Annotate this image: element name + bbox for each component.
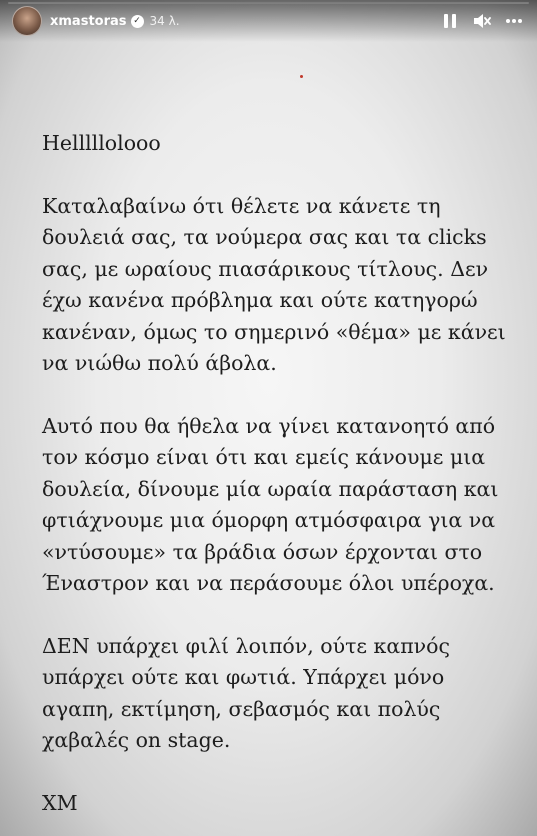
paragraph-2: Αυτό που θα ήθελα να γίνει κατανοητό από τον κόσμο είναι ότι και εμείς κάνουμε μια δουλεία, δίνουμε μία ωραία παράσταση και φτιάχνουμε μια όμορφη ατμόσφαιρα για να «ντύσουμε» τα βράδια όσων έρχονται στο Έναστρον και να περάσουμε όλοι υπέροχα. (42, 413, 499, 595)
paragraph-1: Καταλαβαίνω ότι θέλετε να κάνετε τη δουλειά σας, τα νούμερα σας και τα clicks σας, με ωραίους πιασάρικους τίτλους. Δεν έχω κανένα πρόβλημα και ούτε κατηγορώ κανέναν, όμως το σημερινό «θέμα» με κάνει να νιώθω πολύ άβολα. (42, 193, 506, 375)
paragraph-3: ΔΕΝ υπάρχει φιλί λοιπόν, ούτε καπνός υπάρχει ούτε και φωτιά. Υπάρχει μόνο αγαπη, εκτίμηση, σεβασμός και πολύς χαβαλές on stage. (42, 633, 450, 752)
more-icon[interactable] (505, 12, 523, 30)
pause-icon[interactable] (441, 12, 459, 30)
avatar[interactable] (12, 6, 42, 36)
note-text (42, 128, 522, 819)
mute-icon[interactable] (473, 12, 491, 30)
post-time: 34 λ. (149, 14, 180, 28)
greeting: Helllllolooo (42, 131, 161, 155)
verified-badge-icon: ✓ (131, 15, 144, 28)
username[interactable]: xmastoras (50, 13, 127, 29)
story-controls (441, 12, 523, 30)
story-header (0, 0, 537, 42)
signature: ΧΜ (42, 790, 78, 815)
red-dot-mark (300, 75, 303, 78)
